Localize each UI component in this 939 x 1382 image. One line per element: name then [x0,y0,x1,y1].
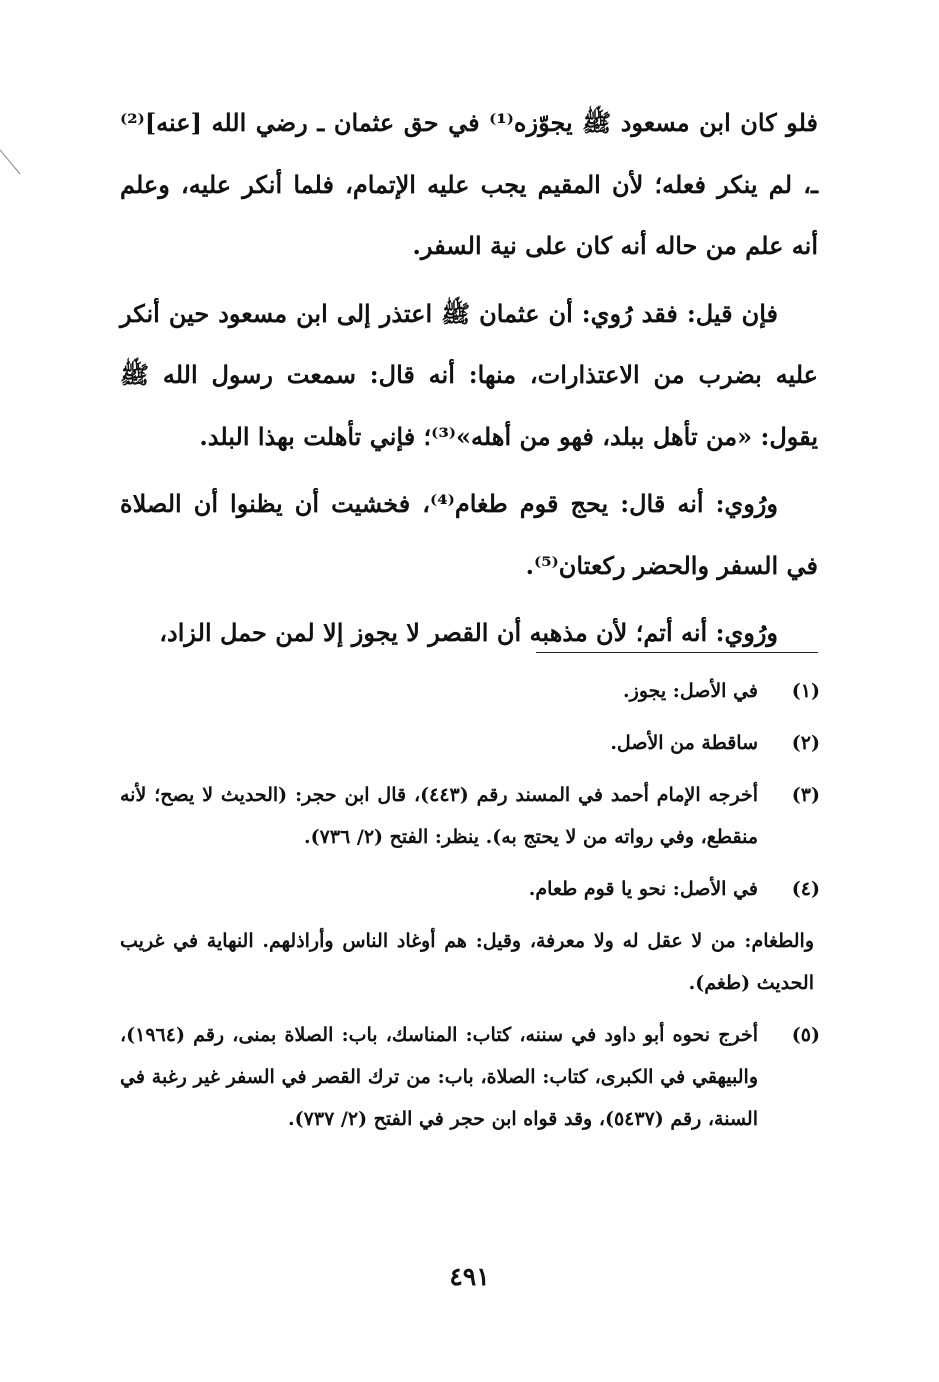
footnote-divider [536,652,818,653]
paragraph-2: فإن قيل: فقد رُوي: أن عثمان ﷺ اعتذر إلى ابن مسعود حين أنكر عليه بضرب من الاعتذارات، منها: أنه قال: سمعت رسول الله ﷺ يقول: «من تأهل ببلد، فهو من أهله»⁽³⁾؛ فإني تأهلت بهذا البلد. [120,298,818,451]
footnote-text: في الأصل: يجوز. [623,680,758,702]
footnote-number: (٢) [791,732,820,754]
main-text-block [120,92,818,670]
footnote-number: (٣) [791,784,820,806]
page-number: ٤٩١ [449,1262,490,1291]
footnote-number: (١) [791,680,820,702]
footnotes-section [120,670,820,1150]
margin-scan-mark [0,148,24,178]
paragraph-4: ورُوي: أنه أتم؛ لأن مذهبه أن القصر لا يجوز إلا لمن حمل الزاد، [159,618,778,647]
footnote-5 [120,1014,820,1140]
footnote-text: ساقطة من الأصل. [610,732,758,754]
footnote-number: (٥) [791,1024,820,1046]
footnote-text: أخرجه الإمام أحمد في المسند رقم (٤٤٣)، قال ابن حجر: (الحديث لا يصح؛ لأنه منقطع، وفي رواته من لا يحتج به). ينظر: الفتح (٢/ ٧٣٦). [120,784,758,848]
footnote-text: في الأصل: نحو يا قوم طعام. [528,878,758,900]
footnote-text: أخرج نحوه أبو داود في سننه، كتاب: المناسك، باب: الصلاة بمنى، رقم (١٩٦٤)، والبيهقي في الكبرى، كتاب: الصلاة، باب: من ترك القصر في السفر غير رغبة في السنة، رقم (٥٤٣٧)، وقد قواه ابن حجر في الفتح (٢/ ٧٣٧). [120,1024,758,1130]
footnote-4-definition: والطغام: من لا عقل له ولا معرفة، وقيل: هم أوغاد الناس وأراذلهم. النهاية في غريب الحديث (طغم). [120,930,814,994]
paragraph-3: ورُوي: أنه قال: يحج قوم طغام⁽⁴⁾، فخشيت أن يظنوا أن الصلاة في السفر والحضر ركعتان⁽⁵⁾. [120,489,818,580]
footnote-number: (٤) [791,878,820,900]
footnote-2 [120,722,820,764]
footnote-1 [120,670,820,712]
footnote-3 [120,774,820,858]
footnote-4 [120,868,820,910]
paragraph-1: فلو كان ابن مسعود ﷺ يجوّزه⁽¹⁾ في حق عثمان ـ رضي الله [عنه]⁽²⁾ ـ، لم ينكر فعله؛ لأن المقيم يجب عليه الإتمام، فلما أنكر عليه، وعلم أنه علم من حاله أنه كان على نية السفر. [120,108,818,260]
